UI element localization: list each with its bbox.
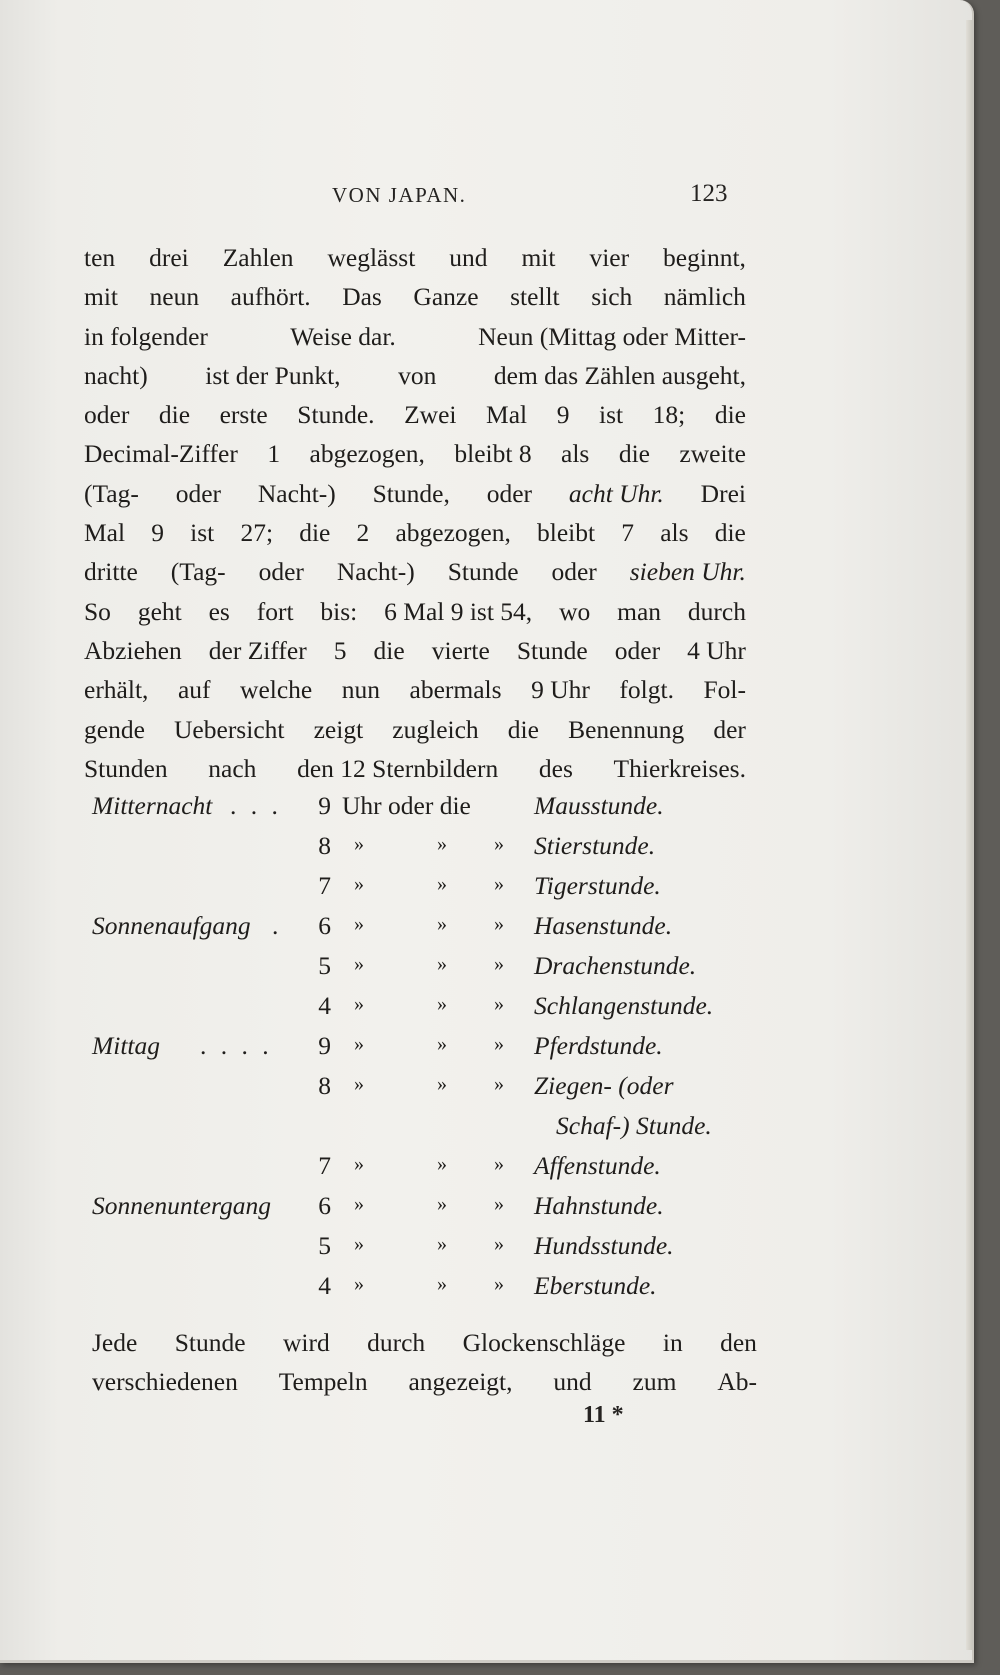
ditto-mark: » — [354, 873, 364, 895]
text-word: 2 — [356, 518, 370, 548]
text-word: wird — [282, 1328, 330, 1357]
hour-name: Ziegen- (oder — [534, 1071, 674, 1100]
text-word: man — [617, 596, 662, 626]
text-word: Abziehen — [84, 635, 182, 665]
text-word: den 12 Sternbildern — [297, 753, 499, 783]
ditto-mark: » — [437, 873, 447, 895]
text-word: in folgender — [84, 321, 208, 351]
paragraph-line — [84, 631, 746, 670]
ditto-mark: » — [437, 1153, 447, 1175]
ditto-mark: » — [494, 1193, 504, 1215]
text-word: Ganze — [413, 282, 479, 312]
text-word: auf — [177, 675, 211, 705]
ditto-mark: » — [354, 1233, 364, 1255]
text-word: 9 Uhr — [531, 675, 590, 705]
ditto-mark: » — [437, 1193, 447, 1215]
ditto-mark: » — [354, 993, 364, 1015]
ditto-mark: » — [437, 1033, 447, 1055]
time-of-day-label: Sonnenuntergang — [92, 1191, 271, 1220]
hour-name: Hahnstunde. — [534, 1191, 664, 1220]
text-word: Decimal-Ziffer — [84, 439, 238, 469]
text-word: aufhört. — [230, 282, 311, 312]
text-word: Weise dar. — [290, 321, 396, 351]
hour-row — [92, 1191, 772, 1231]
paragraph-line — [84, 552, 746, 591]
text-word: 9 — [556, 400, 570, 430]
text-word: zeigt — [313, 714, 364, 744]
text-word: Stunde — [174, 1328, 246, 1357]
text-word: oder — [551, 557, 597, 587]
text-word: 7 — [621, 518, 635, 548]
hour-name: Hundsstunde. — [534, 1231, 674, 1260]
text-word: 4 Uhr — [687, 635, 746, 665]
text-word: wo — [559, 596, 591, 626]
text-word: und — [449, 243, 488, 272]
text-word: drei — [149, 243, 189, 272]
paragraph-line — [84, 749, 746, 788]
paragraph-line — [84, 356, 746, 395]
text-word: ist — [599, 400, 624, 430]
hour-row — [92, 1031, 772, 1071]
text-word: vier — [589, 243, 630, 272]
hour-row — [92, 1151, 772, 1191]
hour-name: Mausstunde. — [534, 791, 664, 820]
text-word: die — [158, 400, 191, 430]
ditto-mark: » — [494, 833, 504, 855]
hour-name: Eberstunde. — [534, 1271, 657, 1300]
leader-dots: . . . . — [200, 1031, 273, 1060]
text-word: sich — [591, 282, 633, 312]
text-word: Tempeln — [278, 1367, 368, 1397]
text-word: Uebersicht — [174, 714, 285, 744]
paragraph-line — [84, 434, 746, 473]
text-word: zugleich — [392, 714, 479, 744]
hours-table — [92, 791, 772, 1311]
text-word: Fol- — [703, 675, 746, 705]
paragraph-line — [84, 710, 746, 749]
text-word: oder — [175, 478, 222, 508]
text-word: Thierkreises. — [613, 753, 746, 783]
text-word: die — [373, 635, 405, 665]
hour-number: 8 — [318, 831, 331, 860]
text-word: ten — [84, 243, 116, 272]
hour-number: 4 — [318, 991, 331, 1020]
text-word: des — [538, 753, 573, 783]
text-word: Mal — [84, 518, 126, 548]
ditto-mark: » — [494, 1273, 504, 1295]
hour-name: Schaf-) Stunde. — [556, 1111, 712, 1140]
ditto-mark: » — [494, 993, 504, 1015]
text-word: oder — [258, 557, 304, 587]
text-word: erste — [219, 400, 268, 430]
text-word: zweite — [679, 439, 746, 469]
hour-name: Affenstunde. — [534, 1151, 661, 1180]
page-number: 123 — [690, 180, 728, 207]
closing-line — [92, 1322, 757, 1361]
hour-number: 4 — [318, 1271, 331, 1300]
hour-number: 6 — [318, 1191, 331, 1220]
text-word: beginnt, — [663, 243, 746, 272]
text-word: 6 Mal 9 ist 54, — [384, 596, 533, 626]
text-word: stellt — [510, 282, 560, 312]
text-word: Benennung — [568, 714, 685, 744]
text-word: nun — [341, 675, 381, 705]
text-word: in — [662, 1328, 683, 1357]
ditto-mark: » — [354, 1193, 364, 1215]
text-word: folgt. — [619, 675, 674, 705]
hour-name: Pferdstunde. — [534, 1031, 663, 1060]
text-word: acht Uhr. — [568, 478, 664, 508]
text-word: ist — [190, 518, 215, 548]
text-word: Stunde, — [372, 478, 450, 508]
text-word: sieben Uhr. — [629, 557, 746, 587]
text-word: als — [561, 439, 590, 469]
time-of-day-label: Mittag — [92, 1031, 160, 1060]
leader-dots: . — [272, 911, 283, 940]
text-word: weglässt — [327, 243, 416, 272]
text-word: Glockenschläge — [462, 1328, 626, 1357]
hour-row — [92, 1231, 772, 1271]
text-word: zum — [632, 1367, 677, 1397]
text-word: die — [714, 400, 746, 430]
text-word: abgezogen, — [395, 518, 511, 548]
hour-number: 5 — [318, 951, 331, 980]
ditto-mark: » — [494, 953, 504, 975]
ditto-mark: » — [494, 1233, 504, 1255]
hour-number: 6 — [318, 911, 331, 940]
text-word: verschiedenen — [92, 1367, 238, 1397]
text-word: nach — [208, 753, 257, 783]
text-word: Zahlen — [222, 243, 294, 272]
text-word: vierte — [431, 635, 490, 665]
text-word: durch — [687, 596, 746, 626]
text-word: Jede — [92, 1328, 138, 1357]
hour-number: 5 — [318, 1231, 331, 1260]
ditto-mark: » — [437, 993, 447, 1015]
text-word: bis: — [320, 596, 358, 626]
text-word: die — [714, 518, 746, 548]
text-word: erhält, — [84, 675, 149, 705]
text-word: der — [713, 714, 746, 744]
text-word: mit — [521, 243, 556, 272]
hour-row — [92, 1111, 772, 1151]
ditto-mark: » — [354, 953, 364, 975]
leader-dots: . . . — [230, 791, 282, 820]
text-word: ist der Punkt, — [205, 360, 341, 390]
text-word: 27; — [240, 518, 274, 548]
text-word: angezeigt, — [408, 1367, 513, 1397]
text-word: 5 — [333, 635, 347, 665]
time-of-day-label: Mitternacht — [92, 791, 213, 820]
hour-name: Stierstunde. — [534, 831, 656, 860]
ditto-mark: » — [354, 1273, 364, 1295]
uhr-oder-die-text: Uhr oder die — [342, 791, 471, 820]
closing-paragraph — [92, 1322, 757, 1401]
ditto-mark: » — [437, 1073, 447, 1095]
text-word: oder — [614, 635, 661, 665]
running-head: VON JAPAN. — [332, 183, 467, 207]
text-word: fort — [256, 596, 294, 626]
hour-row — [92, 951, 772, 991]
text-word: als — [660, 518, 689, 548]
text-word: 18; — [652, 400, 686, 430]
text-word: bleibt — [537, 518, 596, 548]
hour-row — [92, 911, 772, 951]
text-word: und — [553, 1367, 592, 1397]
hour-row — [92, 1071, 772, 1111]
text-word: Stunde. — [297, 400, 375, 430]
hour-number: 9 — [318, 1031, 331, 1060]
text-word: dritte — [84, 557, 138, 587]
text-word: bleibt 8 — [454, 439, 532, 469]
text-word: 1 — [267, 439, 281, 469]
page-edge — [966, 20, 972, 1650]
hour-number: 8 — [318, 1071, 331, 1100]
text-word: die — [507, 714, 539, 744]
ditto-mark: » — [494, 1073, 504, 1095]
text-word: die — [618, 439, 650, 469]
text-word: es — [208, 596, 230, 626]
text-word: den — [720, 1328, 757, 1357]
hour-name: Tigerstunde. — [534, 871, 661, 900]
paragraph-line — [84, 317, 746, 356]
hour-row — [92, 831, 772, 871]
ditto-mark: » — [437, 1233, 447, 1255]
text-word: oder — [486, 478, 533, 508]
text-word: gende — [84, 714, 145, 744]
text-word: dem das Zählen ausgeht, — [493, 360, 746, 390]
signature-mark: 11 * — [583, 1402, 624, 1428]
time-of-day-label: Sonnenaufgang — [92, 911, 251, 940]
paragraph-line — [84, 395, 746, 434]
paragraph-line — [84, 474, 746, 513]
ditto-mark: » — [494, 1153, 504, 1175]
text-word: Stunde — [447, 557, 519, 587]
text-word: Mal — [486, 400, 528, 430]
hour-number: 9 — [318, 791, 331, 820]
ditto-mark: » — [354, 1073, 364, 1095]
text-word: Stunde — [516, 635, 588, 665]
text-word: 9 — [151, 518, 164, 548]
text-word: welche — [240, 675, 313, 705]
hour-row — [92, 871, 772, 911]
hour-name: Schlangenstunde. — [534, 991, 714, 1020]
ditto-mark: » — [437, 833, 447, 855]
hour-name: Drachenstunde. — [534, 951, 697, 980]
text-word: Ab- — [717, 1367, 757, 1397]
ditto-mark: » — [437, 913, 447, 935]
text-word: So — [84, 596, 111, 626]
paragraph-line — [84, 670, 746, 709]
text-word: durch — [367, 1328, 426, 1357]
text-word: nämlich — [663, 282, 746, 312]
paragraph-line — [84, 592, 746, 631]
paragraph-line — [84, 277, 746, 316]
paragraph-line — [84, 238, 746, 277]
text-word: geht — [137, 596, 182, 626]
text-word: (Tag- — [170, 557, 226, 587]
text-word: der Ziffer — [208, 635, 307, 665]
main-paragraph — [84, 238, 746, 788]
ditto-mark: » — [354, 833, 364, 855]
ditto-mark: » — [437, 953, 447, 975]
hour-number: 7 — [318, 1151, 331, 1180]
text-word: Nacht-) — [336, 557, 415, 587]
closing-line — [92, 1361, 757, 1400]
text-word: die — [299, 518, 331, 548]
hour-number: 7 — [318, 871, 331, 900]
ditto-mark: » — [354, 913, 364, 935]
ditto-mark: » — [437, 1273, 447, 1295]
hour-name: Hasenstunde. — [534, 911, 673, 940]
text-word: von — [398, 360, 437, 390]
text-word: mit — [84, 282, 119, 312]
text-word: Zwei — [404, 400, 457, 430]
hour-row — [92, 791, 772, 831]
text-word: abermals — [409, 675, 502, 705]
hour-row — [92, 1271, 772, 1311]
text-word: oder — [84, 400, 130, 430]
text-word: Stunden — [84, 753, 168, 783]
hour-row — [92, 991, 772, 1031]
ditto-mark: » — [354, 1153, 364, 1175]
ditto-mark: » — [494, 1033, 504, 1055]
text-word: Nacht-) — [257, 478, 336, 508]
text-word: Drei — [700, 478, 746, 508]
text-word: nacht) — [84, 360, 148, 390]
page-header — [0, 180, 972, 213]
ditto-mark: » — [494, 873, 504, 895]
text-word: (Tag- — [84, 478, 139, 508]
text-word: neun — [149, 282, 200, 312]
text-word: abgezogen, — [309, 439, 425, 469]
text-word: Das — [342, 282, 382, 312]
text-word: Neun (Mittag oder Mitter- — [478, 321, 746, 351]
ditto-mark: » — [354, 1033, 364, 1055]
paragraph-line — [84, 513, 746, 552]
ditto-mark: » — [494, 913, 504, 935]
